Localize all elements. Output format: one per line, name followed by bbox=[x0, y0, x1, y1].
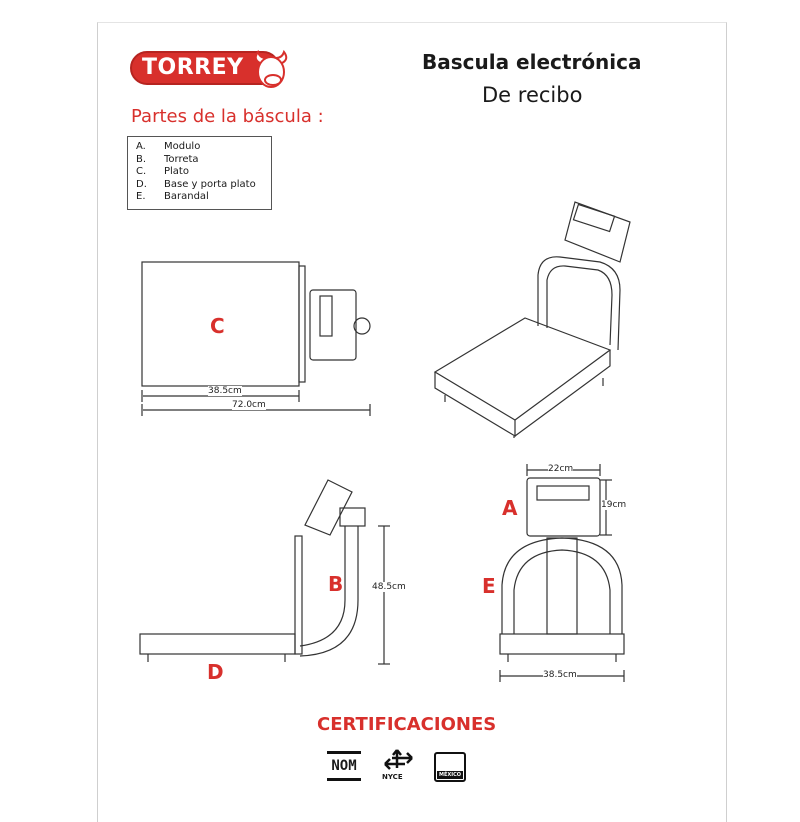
part-letter: D. bbox=[136, 178, 147, 190]
dim-total-width: 72.0cm bbox=[232, 400, 266, 410]
label-d: D bbox=[207, 660, 224, 684]
part-letter: A. bbox=[136, 141, 146, 152]
isometric-view-drawing bbox=[435, 202, 630, 438]
certifications-heading: CERTIFICACIONES bbox=[317, 714, 497, 735]
dim-base-width: 38.5cm bbox=[543, 670, 577, 680]
dim-module-height: 19cm bbox=[601, 500, 627, 510]
part-letter: E. bbox=[136, 191, 146, 203]
parts-heading: Partes de la báscula : bbox=[131, 106, 324, 127]
dim-plate-width: 38.5cm bbox=[208, 386, 242, 396]
hecho-en-mexico-logo bbox=[434, 752, 466, 782]
part-letter: B. bbox=[136, 153, 147, 165]
part-name: Barandal bbox=[164, 191, 209, 203]
front-view-drawing bbox=[500, 464, 627, 682]
nyce-label: NYCE bbox=[382, 773, 403, 781]
mexico-label: MÉXICO bbox=[438, 772, 462, 778]
dim-module-width: 22cm bbox=[548, 464, 574, 474]
nom-logo: NOM bbox=[327, 751, 361, 781]
label-b: B bbox=[328, 572, 344, 596]
nyce-logo bbox=[385, 750, 412, 769]
part-name: Torreta bbox=[164, 153, 199, 165]
part-name: Modulo bbox=[164, 141, 201, 152]
top-view-drawing bbox=[142, 262, 370, 416]
title-line-2: De recibo bbox=[482, 83, 583, 107]
title-line-1: Bascula electrónica bbox=[422, 50, 642, 74]
brand-name: TORREY bbox=[142, 55, 244, 80]
part-name: Base y porta plato bbox=[164, 178, 256, 190]
label-c: C bbox=[210, 314, 225, 338]
part-letter: C. bbox=[136, 166, 147, 178]
label-a: A bbox=[502, 496, 518, 520]
side-view-drawing bbox=[140, 480, 390, 664]
part-name: Plato bbox=[164, 166, 189, 178]
label-e: E bbox=[482, 574, 496, 598]
dim-height: 48.5cm bbox=[372, 582, 406, 592]
